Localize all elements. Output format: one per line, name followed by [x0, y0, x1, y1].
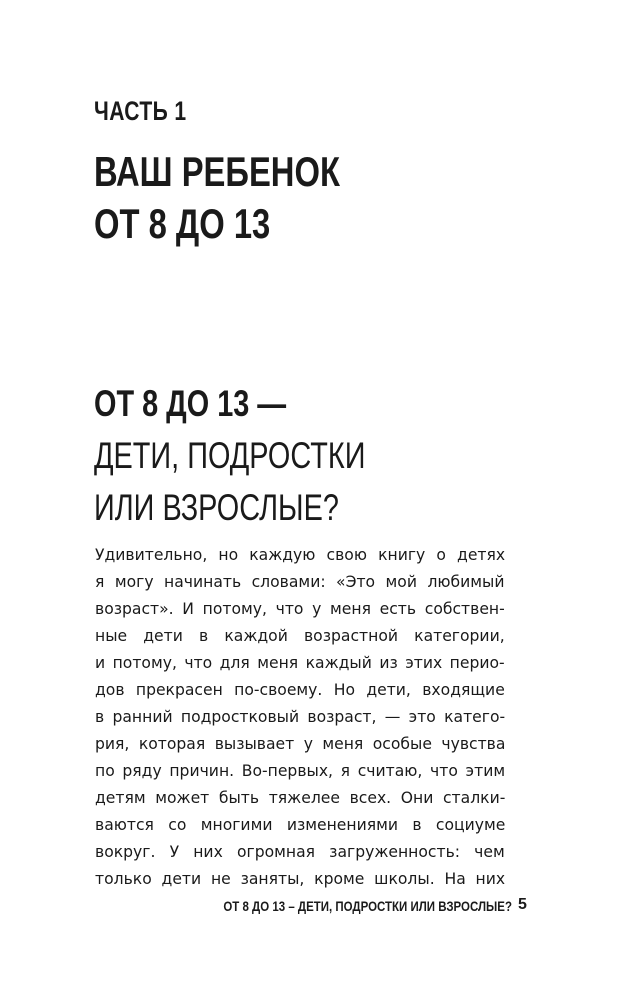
body-line: ные дети в каждой возрастной категории, — [95, 627, 505, 645]
page-number: 5 — [518, 896, 527, 913]
body-line: вокруг. У них огромная загруженность: чем — [95, 843, 505, 861]
chapter-title-line: ДЕТИ, ПОДРОСТКИ — [94, 435, 366, 476]
part-title-line: ВАШ РЕБЕНОК — [94, 148, 340, 195]
body-paragraph — [95, 542, 505, 893]
body-line: Удивительно, но каждую свою книгу о детях — [95, 546, 506, 564]
chapter-title — [94, 378, 365, 534]
body-line: рия, которая вызывает у меня особые чувства — [95, 735, 506, 753]
body-line: возраст». И потому, что у меня есть собствен- — [95, 600, 505, 618]
body-line: дов прекрасен по-своему. Но дети, входящие — [95, 681, 505, 699]
body-line: я могу начинать словами: «Это мой любимый — [95, 573, 505, 591]
body-line: в ранний подростковый возраст, — это катего- — [95, 708, 506, 726]
body-line: и потому, что для меня каждый из этих перио- — [95, 654, 505, 672]
chapter-title-line: ИЛИ ВЗРОСЛЫЕ? — [94, 487, 339, 528]
body-line: ваются со многими изменениями в социуме — [95, 816, 506, 834]
chapter-title-bold-line: ОТ 8 ДО 13 — — [94, 383, 287, 424]
body-line: только дети не заняты, кроме школы. На них — [95, 870, 506, 888]
body-line: по ряду причин. Во-первых, я считаю, что этим — [95, 762, 506, 780]
part-title — [94, 146, 340, 250]
part-title-line: ОТ 8 ДО 13 — [94, 200, 271, 247]
running-footer-title: ОТ 8 ДО 13 – ДЕТИ, ПОДРОСТКИ ИЛИ ВЗРОСЛЫЕ? — [223, 898, 512, 914]
part-label: ЧАСТЬ 1 — [94, 96, 187, 126]
body-line: детям может быть тяжелее всех. Они сталки- — [95, 789, 506, 807]
